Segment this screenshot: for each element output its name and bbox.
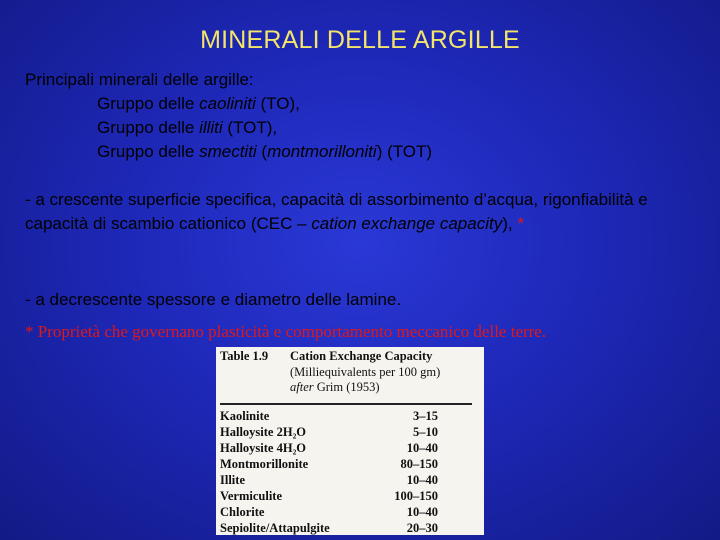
caption-line: (Milliequivalents per 100 gm) bbox=[290, 364, 441, 379]
mineral-name: Halloysite 4H₂O bbox=[220, 441, 307, 455]
group-line-smectite bbox=[25, 140, 665, 164]
group-prefix: Gruppo delle bbox=[97, 118, 200, 137]
bullet-text-end: ), bbox=[502, 214, 518, 233]
table-row bbox=[220, 441, 472, 457]
bullet-decreasing: - a decrescente spessore e diametro delle lamine. bbox=[25, 290, 402, 309]
bullet-increasing bbox=[25, 188, 665, 236]
bullet-italic: cation exchange capacity bbox=[311, 214, 503, 233]
group-suffix: ) bbox=[426, 142, 433, 161]
cec-value: 20–30 bbox=[406, 521, 438, 535]
group-suffix: ), bbox=[266, 118, 278, 137]
group-code: TOT bbox=[233, 118, 267, 137]
mineral-name: Montmorillonite bbox=[220, 457, 309, 471]
mineral-name: Chlorite bbox=[220, 505, 265, 519]
cec-value: 10–40 bbox=[406, 441, 438, 455]
cec-value: 10–40 bbox=[406, 505, 438, 519]
intro-line: Principali minerali delle argille: bbox=[25, 70, 254, 89]
mineral-groups-block bbox=[25, 68, 665, 164]
table-row bbox=[220, 473, 472, 489]
group-mid: ( bbox=[222, 118, 234, 137]
caption-italic: after bbox=[290, 380, 314, 394]
group-prefix: Gruppo delle bbox=[97, 142, 200, 161]
mineral-name: Kaolinite bbox=[220, 409, 270, 423]
caption-line: Cation Exchange Capacity bbox=[290, 349, 433, 363]
table-rule bbox=[220, 403, 472, 405]
mineral-name: Halloysite 2H₂O bbox=[220, 425, 307, 439]
table-header bbox=[220, 349, 478, 399]
group-suffix: ), bbox=[289, 94, 300, 113]
table-row bbox=[220, 489, 472, 505]
caption-text: Grim (1953) bbox=[313, 380, 380, 394]
footnote: * Proprietà che governano plasticità e comportamento meccanico delle terre. bbox=[25, 322, 547, 341]
table-row bbox=[220, 505, 472, 521]
cec-value: 10–40 bbox=[406, 473, 438, 487]
group-alt-name: montmorilloniti bbox=[267, 142, 377, 161]
bullet-text: - a crescente superficie specifica, capacità di assorbimento d’acqua, rigonfiabilità e capacità di scambio cationico (CEC – bbox=[25, 190, 648, 233]
group-code: TO bbox=[266, 94, 290, 113]
group-mid: ( bbox=[256, 142, 268, 161]
table-row bbox=[220, 521, 472, 537]
cec-value: 80–150 bbox=[400, 457, 438, 471]
table-row bbox=[220, 457, 472, 473]
slide-title: MINERALI DELLE ARGILLE bbox=[200, 26, 520, 54]
mineral-name: Vermiculite bbox=[220, 489, 283, 503]
group-alt-post: ) ( bbox=[376, 142, 393, 161]
mineral-name: Illite bbox=[220, 473, 245, 487]
cec-value: 3–15 bbox=[413, 409, 438, 423]
group-mid: ( bbox=[255, 94, 267, 113]
table-row bbox=[220, 409, 472, 425]
cec-table-image bbox=[216, 347, 484, 535]
caption-line bbox=[290, 380, 490, 396]
cec-value: 100–150 bbox=[394, 489, 438, 503]
group-name: illiti bbox=[199, 118, 223, 137]
table-number: Table 1.9 bbox=[220, 349, 269, 363]
table-row bbox=[220, 425, 472, 441]
group-name: caoliniti bbox=[199, 94, 256, 113]
asterisk-marker: * bbox=[517, 214, 524, 233]
group-code: TOT bbox=[392, 142, 427, 161]
group-line-kaolinite bbox=[25, 92, 665, 116]
table-caption bbox=[290, 349, 490, 396]
mineral-name: Sepiolite/Attapulgite bbox=[220, 521, 330, 535]
cec-value: 5–10 bbox=[413, 425, 438, 439]
group-prefix: Gruppo delle bbox=[97, 94, 200, 113]
group-name: smectiti bbox=[199, 142, 257, 161]
group-line-illite bbox=[25, 116, 665, 140]
